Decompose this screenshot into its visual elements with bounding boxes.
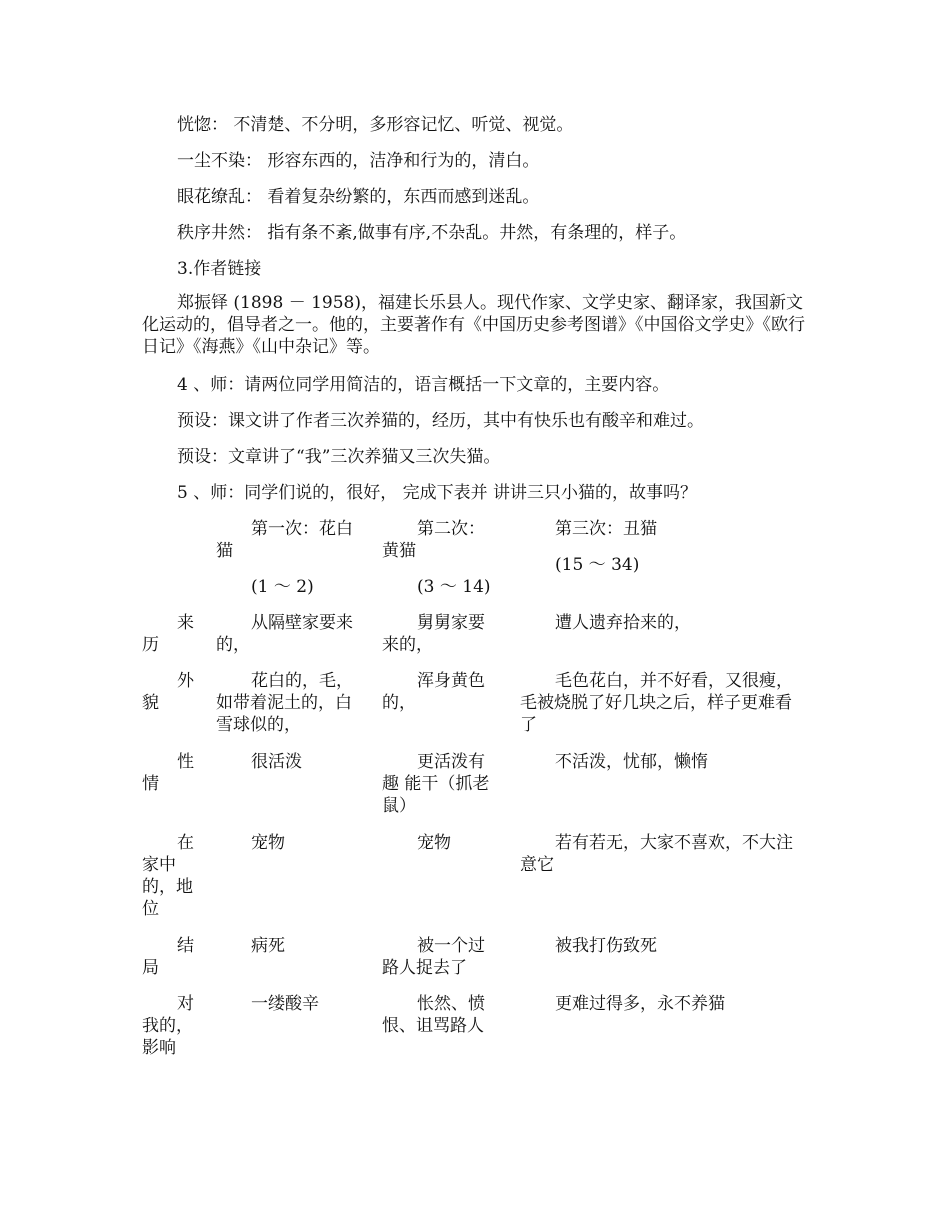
table-cell: 舅舅家要来的， (382, 613, 485, 655)
table-row-label: 来历 (142, 613, 194, 655)
section-heading-author: 3.作者链接 (177, 259, 262, 279)
definition-huanghu: 恍惚： 不清楚、不分明，多形容记忆、听觉、视觉。 (177, 115, 574, 135)
teacher-prompt-summary: 4 、师：请两位同学用简洁的，语言概括一下文章的，主要内容。 (177, 375, 670, 395)
table-cell: 遭人遗弃拾来的， (555, 613, 691, 633)
definition-yanhualiaoluan: 眼花缭乱： 看着复杂纷繁的，东西而感到迷乱。 (177, 187, 540, 207)
preset-answer-1: 预设：课文讲了作者三次养猫的，经历，其中有快乐也有酸辛和难过。 (177, 411, 704, 431)
table-cell: 很活泼 (251, 752, 302, 772)
table-row-label: 在家中的，地位 (142, 833, 194, 919)
teacher-prompt-table: 5 、师：同学们说的，很好， 完成下表并 讲讲三只小猫的，故事吗？ (177, 483, 698, 503)
table-cell: 毛色花白，并不好看，又很瘦，毛被烧脱了好几块之后，样子更难看了 (520, 671, 793, 735)
table-row-label: 对我的，影响 (142, 994, 194, 1058)
table-header-first-range: (1 ～ 2) (251, 577, 314, 597)
table-cell: 宠物 (417, 833, 451, 853)
definition-zhixujingran: 秩序井然： 指有条不紊,做事有序,不杂乱。井然，有条理的，样子。 (177, 223, 687, 243)
table-cell: 若有若无，大家不喜欢，不大注意它 (520, 833, 793, 875)
table-row-label: 性情 (142, 752, 194, 794)
table-cell: 怅然、愤恨、诅骂路人 (382, 994, 485, 1036)
table-header-third-cat: 第三次：丑猫 (555, 519, 657, 539)
author-paragraph: 郑振铎 (1898 － 1958)，福建长乐县人。现代作家、文学史家、翻译家，我国新文化运动的，倡导者之一。他的，主要著作有《中国历史参考图谱》《中国俗文学史》《欧行日记》《海燕》《山中杂记》等。 (142, 293, 805, 357)
definition-yichenburan: 一尘不染： 形容东西的，洁净和行为的，清白。 (177, 151, 540, 171)
table-row-label: 外貌 (142, 671, 194, 713)
table-cell: 一缕酸辛 (251, 994, 319, 1014)
table-cell: 花白的，毛，如带着泥土的，白雪球似的， (216, 671, 353, 735)
table-cell: 更活泼有趣 能干（抓老鼠） (382, 752, 490, 816)
table-cell: 被我打伤致死 (555, 936, 657, 956)
table-cell: 病死 (251, 936, 285, 956)
table-header-first-cat: 第一次：花白猫 (216, 519, 353, 561)
table-cell: 不活泼，忧郁，懒惰 (555, 752, 708, 772)
table-header-third-range: (15 ～ 34) (555, 555, 640, 575)
table-header-second-range: (3 ～ 14) (417, 577, 491, 597)
table-cell: 从隔壁家要来的， (216, 613, 353, 655)
table-cell: 更难过得多，永不养猫 (555, 994, 725, 1014)
table-row-label: 结局 (142, 936, 194, 978)
preset-answer-2: 预设：文章讲了“我”三次养猫又三次失猫。 (177, 447, 501, 467)
table-header-second-cat: 第二次：黄猫 (382, 519, 485, 561)
table-cell: 浑身黄色的， (382, 671, 485, 713)
table-cell: 被一个过路人捉去了 (382, 936, 485, 978)
table-cell: 宠物 (251, 833, 285, 853)
